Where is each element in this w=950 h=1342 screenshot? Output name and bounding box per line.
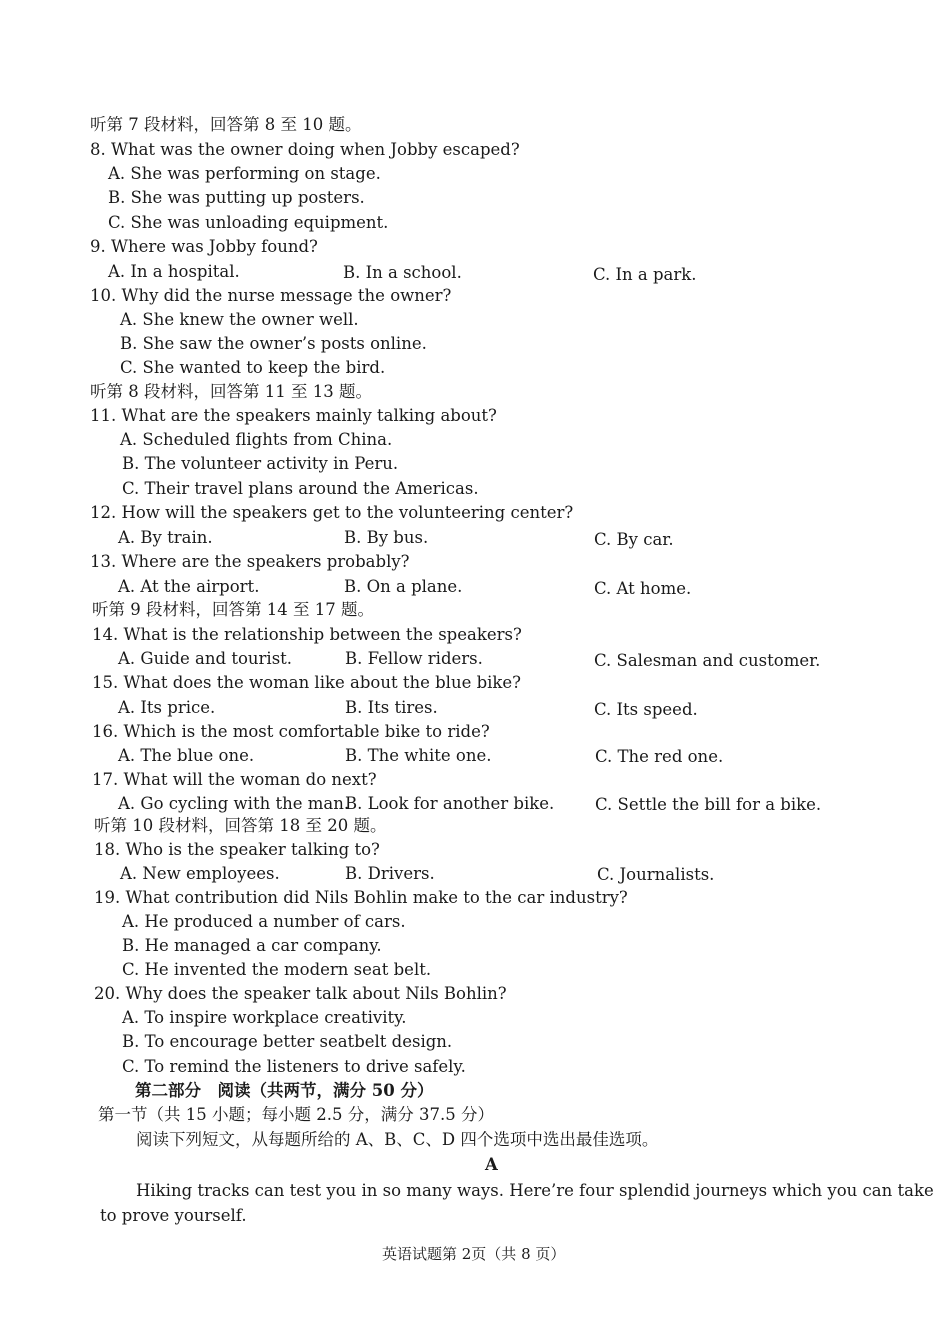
option-a: A. By train. (118, 528, 213, 547)
option-a: A. Scheduled flights from China. (120, 430, 393, 449)
option-b: B. The white one. (345, 746, 492, 765)
option-b: B. In a school. (343, 263, 462, 282)
section-heading: 听第 9 段材料，回答第 14 至 17 题。 (92, 600, 374, 619)
option-c: C. In a park. (593, 265, 697, 284)
option-b: B. She was putting up posters. (108, 188, 365, 207)
question-stem: 12. How will the speakers get to the volunteering center? (90, 503, 574, 522)
option-a: A. The blue one. (118, 746, 255, 765)
option-b: B. To encourage better seatbelt design. (122, 1032, 453, 1051)
option-a: A. Go cycling with the man. (118, 794, 350, 813)
option-b: B. By bus. (344, 528, 429, 547)
option-c: C. She wanted to keep the bird. (120, 358, 386, 377)
option-c: C. At home. (594, 579, 692, 598)
question-stem: 17. What will the woman do next? (92, 770, 377, 789)
instructions: 阅读下列短文，从每题所给的 A、B、C、D 四个选项中选出最佳选项。 (136, 1130, 659, 1149)
option-c: C. He invented the modern seat belt. (122, 960, 432, 979)
question-stem: 10. Why did the nurse message the owner? (90, 286, 452, 305)
option-c: C. Its speed. (594, 700, 698, 719)
option-a: A. New employees. (120, 864, 280, 883)
question-stem: 11. What are the speakers mainly talking about? (90, 406, 497, 425)
section-heading: 听第 10 段材料，回答第 18 至 20 题。 (94, 816, 387, 835)
option-b: B. He managed a car company. (122, 936, 382, 955)
passage-text: Hiking tracks can test you in so many ways. Here’re four splendid journeys which you can take (136, 1181, 934, 1200)
option-b: B. On a plane. (344, 577, 463, 596)
page-footer: 英语试题第 2页（共 8 页） (382, 1245, 566, 1263)
option-c: C. By car. (594, 530, 674, 549)
option-c: C. She was unloading equipment. (108, 213, 389, 232)
option-a: A. At the airport. (118, 577, 260, 596)
option-c: C. Journalists. (597, 865, 715, 884)
question-stem: 13. Where are the speakers probably? (90, 552, 410, 571)
question-stem: 20. Why does the speaker talk about Nils Bohlin? (94, 984, 507, 1003)
option-a: A. Guide and tourist. (118, 649, 293, 668)
passage-text: to prove yourself. (100, 1206, 247, 1225)
option-a: A. He produced a number of cars. (122, 912, 406, 931)
option-a: A. To inspire workplace creativity. (122, 1008, 407, 1027)
option-b: B. The volunteer activity in Peru. (122, 454, 399, 473)
option-b: B. She saw the owner’s posts online. (120, 334, 427, 353)
question-stem: 18. Who is the speaker talking to? (94, 840, 380, 859)
option-c: C. Settle the bill for a bike. (595, 795, 822, 814)
option-a: A. In a hospital. (108, 262, 240, 281)
part-title: 第二部分 阅读（共两节，满分 50 分） (135, 1081, 434, 1100)
question-stem: 15. What does the woman like about the blue bike? (92, 673, 522, 692)
question-stem: 19. What contribution did Nils Bohlin make to the car industry? (94, 888, 628, 907)
section-subtitle: 第一节（共 15 小题；每小题 2.5 分，满分 37.5 分） (98, 1105, 494, 1124)
option-a: A. She knew the owner well. (120, 310, 359, 329)
option-a: A. Its price. (118, 698, 216, 717)
option-b: B. Fellow riders. (345, 649, 483, 668)
question-stem: 8. What was the owner doing when Jobby escaped? (90, 140, 520, 159)
option-b: B. Drivers. (345, 864, 435, 883)
option-c: C. The red one. (595, 747, 724, 766)
option-b: B. Its tires. (345, 698, 438, 717)
option-a: A. She was performing on stage. (108, 164, 381, 183)
section-heading: 听第 7 段材料，回答第 8 至 10 题。 (90, 115, 362, 134)
question-stem: 14. What is the relationship between the speakers? (92, 625, 522, 644)
option-c: C. Salesman and customer. (594, 651, 821, 670)
option-b: B. Look for another bike. (345, 794, 555, 813)
option-c: C. To remind the listeners to drive safely. (122, 1057, 466, 1076)
question-stem: 16. Which is the most comfortable bike to ride? (92, 722, 490, 741)
passage-label: A (485, 1155, 498, 1174)
option-c: C. Their travel plans around the Americas. (122, 479, 479, 498)
question-stem: 9. Where was Jobby found? (90, 237, 318, 256)
section-heading: 听第 8 段材料，回答第 11 至 13 题。 (90, 382, 372, 401)
